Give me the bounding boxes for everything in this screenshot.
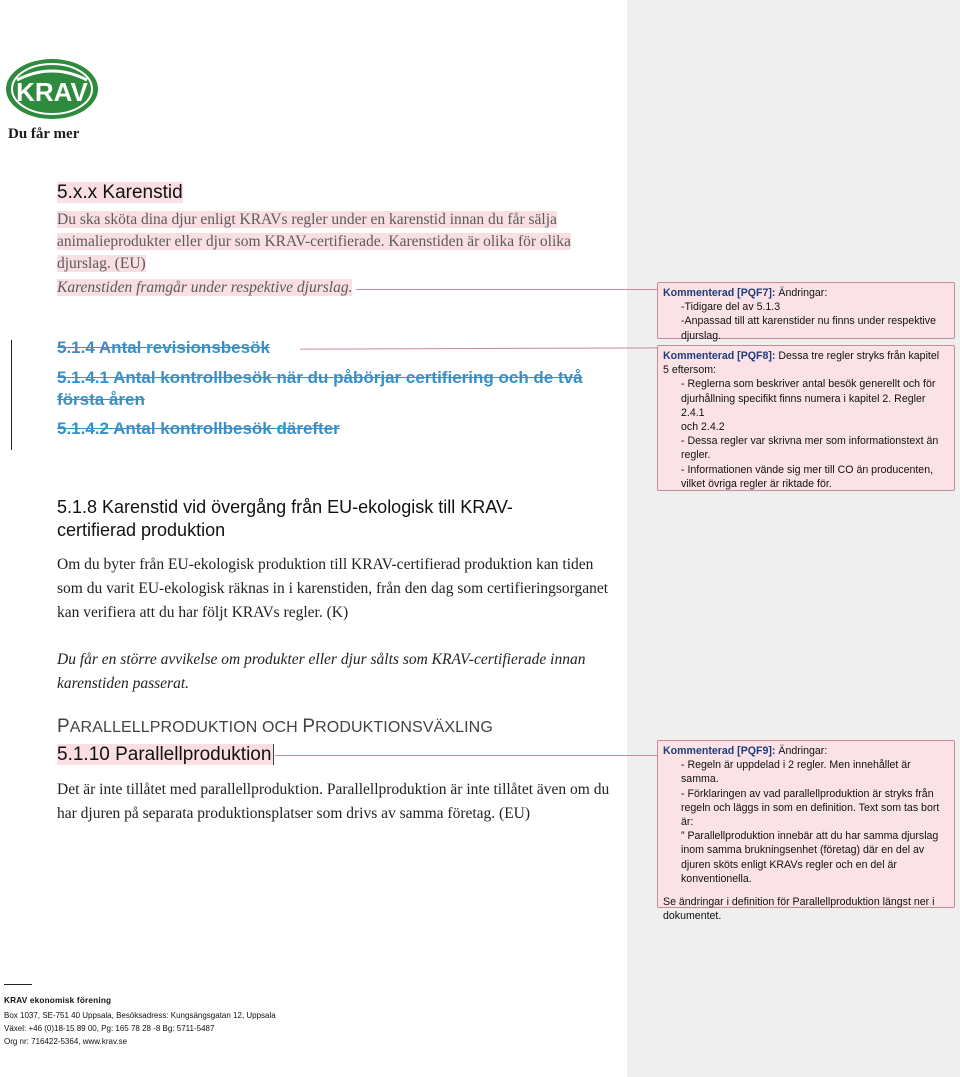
footer-orgnr: Org nr: 716422-5364, www.krav.se — [4, 1037, 128, 1046]
paragraph-line: har djuren på separata produktionsplatser som drivs av samma företag. (EU) — [57, 805, 531, 822]
footer-address: Box 1037, SE-751 40 Uppsala, Besöksadress: Kungsängsgatan 12, Uppsala — [4, 1011, 276, 1020]
heading-518 — [57, 496, 513, 542]
comment-title: Kommenterad [PQF9]: — [663, 745, 776, 757]
svg-text:KRAV: KRAV — [16, 77, 88, 107]
footer-rule — [4, 984, 32, 985]
comment-title: Kommenterad [PQF8]: — [663, 350, 776, 362]
italic-line: Du får en större avvikelse om produkter eller djur sålts som KRAV-certifierade innan — [57, 651, 586, 668]
krav-seal-icon — [5, 58, 101, 120]
karenstid-heading-wrap — [57, 182, 183, 204]
comment-line: konventionella. — [681, 872, 752, 885]
logo-tagline: Du får mer — [8, 126, 80, 142]
comment-line: -Tidigare del av 5.1.3 — [681, 301, 781, 314]
krav-logo — [5, 58, 101, 144]
comment-line: djurslag. — [681, 329, 722, 342]
comment-line: Se ändringar i definition för Parallellproduktion längst ner i — [663, 896, 935, 909]
deleted-heading-5142: 5.1.4.2 Antal kontrollbesök därefter — [57, 419, 340, 438]
comment-leader — [356, 289, 657, 290]
paragraph-line: som du varit EU-ekologisk räknas in i karenstiden, från den dag som certifieringsorganet — [57, 580, 609, 597]
change-bar — [11, 340, 12, 450]
comment-leader — [300, 347, 657, 349]
comment-line: inom samma brukningsenhet (företag) där en del av — [681, 844, 925, 857]
caps-initial: P — [302, 716, 316, 737]
comment-pqf8[interactable] — [657, 345, 955, 491]
paragraph-line: Du ska sköta dina djur enligt KRAVs regler under en karenstid innan du får sälja — [57, 211, 557, 228]
comment-line: - Dessa regler var skrivna mer som informationstext än — [681, 435, 939, 448]
comment-leader — [275, 755, 657, 756]
comment-title-rest: Dessa tre regler stryks från kapitel — [775, 350, 940, 362]
caps-heading-parallel — [57, 716, 493, 738]
comment-line: -Anpassad till att karenstider nu finns under respektive — [681, 315, 936, 328]
heading-518-line1: 5.1.8 Karenstid vid övergång från EU-ekologisk till KRAV- — [57, 497, 513, 517]
comment-title-rest: Ändringar: — [775, 745, 828, 757]
comment-line: - Förklaringen av vad parallellproduktion är stryks från — [681, 787, 934, 800]
italic-line: karenstiden passerat. — [57, 675, 190, 692]
caps-rest: ARALLELLPRODUKTION OCH — [69, 719, 303, 736]
comment-title: Kommenterad [PQF7]: — [663, 287, 776, 299]
comment-line: och 2.4.2 — [681, 421, 725, 434]
comment-line: dokumentet. — [663, 910, 722, 923]
comment-pqf7[interactable] — [657, 282, 955, 342]
comment-line: ” Parallellproduktion innebär att du har samma djurslag — [681, 830, 939, 843]
footer-org: KRAV ekonomisk förening — [4, 996, 112, 1005]
karenstid-paragraph — [57, 209, 577, 275]
caps-rest: RODUKTIONSVÄXLING — [315, 719, 493, 736]
paragraph-line: kan verifiera att du har följt KRAVs regler. (K) — [57, 604, 349, 621]
karenstid-note-wrap — [57, 277, 352, 299]
footer-phone: Växel: +46 (0)18-15 89 00, Pg: 165 78 28 -8 Bg: 5711-5487 — [4, 1024, 215, 1033]
italic-note-518 — [57, 648, 617, 696]
paragraph-line: djurslag. (EU) — [57, 255, 146, 272]
paragraph-line: Om du byter från EU-ekologisk produktion till KRAV-certifierad produktion kan tiden — [57, 556, 594, 573]
comment-line: vilket övriga regler är riktade för. — [681, 477, 832, 490]
comment-line: regler. — [681, 449, 711, 462]
deleted-heading-5141-line2: första åren — [57, 390, 145, 409]
paragraph-518 — [57, 553, 617, 625]
paragraph-line: animalieprodukter eller djur som KRAV-certifierade. Karenstiden är olika för olika — [57, 233, 571, 250]
karenstid-heading: 5.x.x Karenstid — [57, 182, 183, 203]
comment-line: djuren sköts enligt KRAVs regler och en del är — [681, 858, 897, 871]
deleted-heading-5141-line1: 5.1.4.1 Antal kontrollbesök när du påbörjar certifiering och de två — [57, 368, 583, 387]
comment-title-rest: Ändringar: — [775, 287, 828, 299]
caps-initial: P — [57, 716, 70, 737]
paragraph-parallel — [57, 778, 617, 826]
comment-line: - Regeln är uppdelad i 2 regler. Men innehållet är samma. — [681, 759, 911, 786]
heading-5110-wrap — [57, 744, 274, 766]
comment-line: djurhållning specifikt finns numera i kapitel 2. Regler 2.4.1 — [681, 392, 926, 419]
karenstid-note: Karenstiden framgår under respektive djurslag. — [57, 279, 353, 296]
comment-line: regeln och läggs in som en definition. Text som tas bort är: — [681, 801, 940, 829]
paragraph-line: Det är inte tillåtet med parallellproduktion. Parallellproduktion är inte tillåtet även om du — [57, 781, 610, 798]
heading-5110: 5.1.10 Parallellproduktion — [57, 744, 274, 765]
footer — [4, 994, 404, 1048]
comment-line: - Informationen vände sig mer till CO än producenten, — [681, 463, 934, 476]
deleted-heading-514: 5.1.4 Antal revisionsbesök — [57, 338, 270, 357]
comment-line: - Reglerna som beskriver antal besök generellt och för — [681, 378, 936, 391]
comment-pqf9[interactable] — [657, 740, 955, 923]
heading-518-line2: certifierad produktion — [57, 520, 226, 540]
comment-line: 5 eftersom: — [663, 364, 716, 377]
